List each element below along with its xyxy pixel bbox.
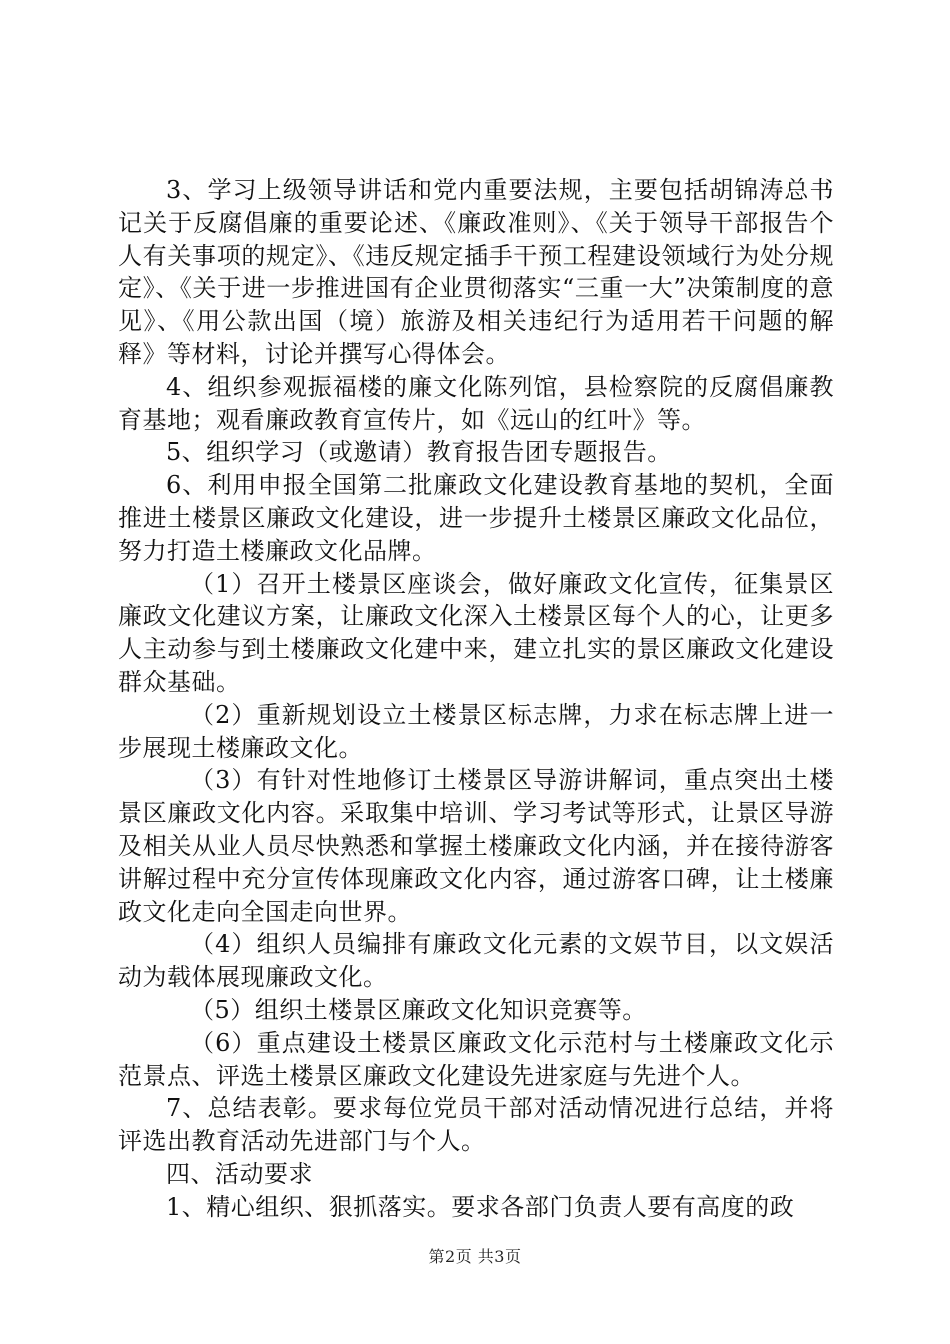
paragraph-subitem-5: （5）组织土楼景区廉政文化知识竞赛等。	[190, 995, 647, 1024]
paragraph-item-3: 3、学习上级领导讲话和党内重要法规，主要包括胡锦涛总书记关于反腐倡廉的重要论述、《廉政准则》、《关于领导干部报告个人有关事项的规定》、《违反规定插手干预工程建设领域行为处分规定》、《关于进一步推进国有企业贯彻落实“三重一大”决策制度的意见》、《用公款出国（境）旅游及相关违纪行为适用若干问题的解释》等材料，讨论并撰写心得体会。	[118, 176, 834, 368]
paragraph-subitem-2: （2）重新规划设立土楼景区标志牌，力求在标志牌上进一步展现土楼廉政文化。	[118, 700, 834, 762]
paragraph-subitem-6: （6）重点建设土楼景区廉政文化示范村与土楼廉政文化示范景点、评选土楼景区廉政文化建设先进家庭与先进个人。	[118, 1028, 834, 1090]
paragraph-item-6: 6、利用申报全国第二批廉政文化建设教育基地的契机，全面推进土楼景区廉政文化建设，进一步提升土楼景区廉政文化品位，努力打造土楼廉政文化品牌。	[118, 471, 834, 565]
section-heading: 四、活动要求	[166, 1159, 313, 1188]
document-body	[118, 174, 834, 1224]
paragraph-subitem-3: （3）有针对性地修订土楼景区导游讲解词，重点突出土楼景区廉政文化内容。采取集中培训、学习考试等形式，让景区导游及相关从业人员尽快熟悉和掌握土楼廉政文化内涵，并在接待游客讲解过程中充分宣传体现廉政文化内容，通过游客口碑，让土楼廉政文化走向全国走向世界。	[118, 766, 834, 926]
paragraph-item-4: 4、组织参观振福楼的廉文化陈列馆，县检察院的反腐倡廉教育基地；观看廉政教育宣传片，如《远山的红叶》等。	[118, 372, 834, 434]
paragraph-subitem-1: （1）召开土楼景区座谈会，做好廉政文化宣传，征集景区廉政文化建议方案，让廉政文化深入土楼景区每个人的心，让更多人主动参与到土楼廉政文化建中来，建立扎实的景区廉政文化建设群众基础。	[118, 569, 834, 696]
paragraph-item-7: 7、总结表彰。要求每位党员干部对活动情况进行总结，并将评选出教育活动先进部门与个人。	[118, 1094, 834, 1156]
paragraph-subitem-4: （4）组织人员编排有廉政文化元素的文娱节目，以文娱活动为载体展现廉政文化。	[118, 930, 834, 992]
paragraph-item-5: 5、组织学习（或邀请）教育报告团专题报告。	[166, 438, 672, 467]
paragraph-requirement-1: 1、精心组织、狠抓落实。要求各部门负责人要有高度的政	[166, 1192, 795, 1221]
page-footer: 第2页 共3页	[428, 1247, 522, 1266]
